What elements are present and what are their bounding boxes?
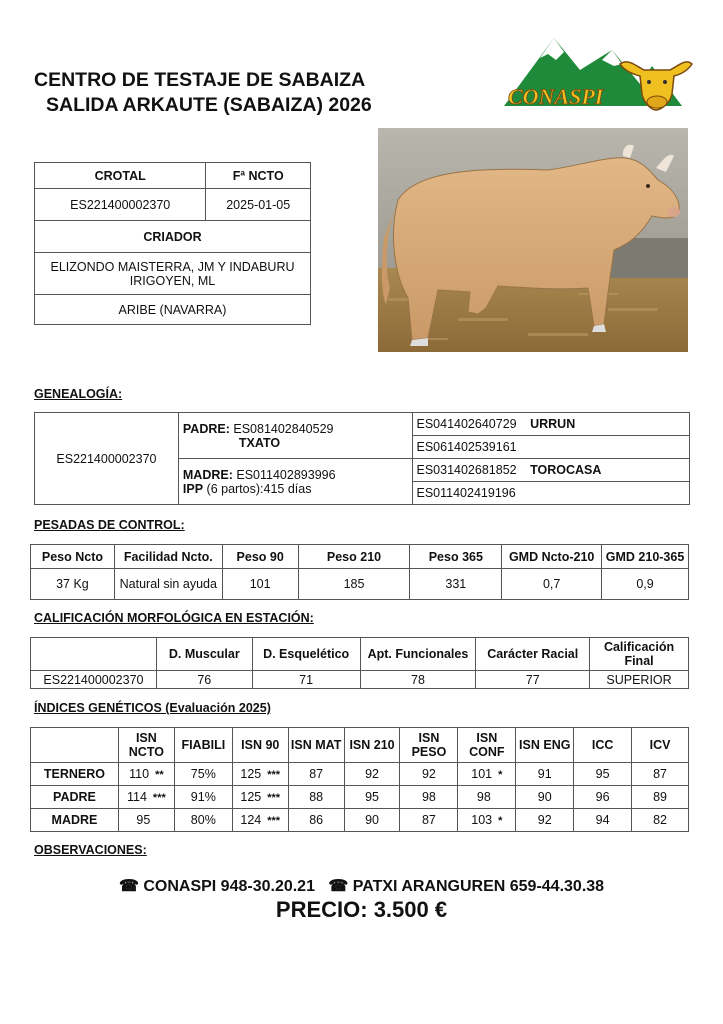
pesadas-header: Peso 210 — [298, 545, 410, 569]
bull-photo — [378, 128, 688, 352]
pesadas-value: 101 — [222, 569, 298, 600]
morfologia-header: D. Muscular — [156, 638, 252, 671]
pesadas-value: 331 — [410, 569, 502, 600]
abuela-2: ES011402419196 — [412, 482, 690, 505]
morfologia-value: 78 — [360, 671, 476, 689]
phone-icon: ☎ — [328, 878, 349, 895]
conaspi-logo — [502, 30, 698, 114]
table-row: MADRE 95 80% 124 *** 86 90 87 103 * 92 94 82 — [31, 809, 689, 832]
contact-patxi: PATXI ARANGUREN 659-44.30.38 — [352, 878, 605, 895]
price-label: PRECIO: 3.500 € — [275, 897, 448, 922]
title-line-1: CENTRO DE TESTAJE DE SABAIZA — [34, 69, 366, 91]
fncto-header: Fª NCTO — [206, 163, 311, 189]
madre-cell — [178, 459, 412, 505]
indices-header: ISN 210 — [344, 728, 400, 763]
animal-info-table — [34, 162, 311, 325]
criador-location: ARIBE (NAVARRA) — [35, 295, 311, 325]
genealogia-heading: GENEALOGÍA: — [34, 387, 123, 401]
morfologia-value: ES221400002370 — [31, 671, 157, 689]
phone-icon: ☎ — [118, 878, 139, 895]
crotal-value: ES221400002370 — [35, 189, 206, 221]
fncto-value: 2025-01-05 — [206, 189, 311, 221]
pesadas-header: Peso Ncto — [31, 545, 115, 569]
observaciones-heading: OBSERVACIONES: — [34, 843, 147, 857]
morfologia-value: 77 — [476, 671, 590, 689]
pesadas-header: GMD Ncto-210 — [502, 545, 602, 569]
padre-name: TXATO — [238, 435, 281, 450]
genealogia-animal: ES221400002370 — [35, 413, 179, 505]
pesadas-header: Peso 365 — [410, 545, 502, 569]
indices-header: ISN MAT — [288, 728, 344, 763]
indices-header: ICC — [574, 728, 632, 763]
indices-header: ISN 90 — [232, 728, 288, 763]
pesadas-value: Natural sin ayuda — [114, 569, 222, 600]
morfologia-table — [30, 637, 689, 689]
table-row: PADRE 114 *** 91% 125 *** 88 95 98 98 90 96 89 — [31, 786, 689, 809]
ipp-label: IPP — [182, 481, 204, 496]
morfologia-value: SUPERIOR — [590, 671, 689, 689]
padre-label: PADRE: — [182, 421, 230, 436]
page-title — [34, 68, 372, 118]
crotal-header: CROTAL — [35, 163, 206, 189]
criador-header: CRIADOR — [35, 221, 311, 253]
title-line-2: SALIDA ARKAUTE (SABAIZA) 2026 — [46, 94, 372, 116]
abuelo-1: ES041402640729 URRUN — [412, 413, 690, 436]
pesadas-header: Facilidad Ncto. — [114, 545, 222, 569]
madre-code: ES011402893996 — [236, 467, 336, 482]
abuela-1: ES061402539161 — [412, 436, 690, 459]
pesadas-header: Peso 90 — [222, 545, 298, 569]
table-row: TERNERO 110 ** 75% 125 *** 87 92 92 101 * 91 95 87 — [31, 763, 689, 786]
criador-value: ELIZONDO MAISTERRA, JM Y INDABURU IRIGOYEN, ML — [35, 253, 311, 295]
indices-header: ISN ENG — [516, 728, 574, 763]
logo-text: CONASPI — [508, 84, 604, 109]
pesadas-value: 37 Kg — [31, 569, 115, 600]
genealogia-table — [34, 412, 690, 505]
morfologia-header: Calificación Final — [590, 638, 689, 671]
contact-conaspi: CONASPI 948-30.20.21 — [143, 878, 315, 895]
indices-header: ICV — [632, 728, 689, 763]
morfologia-heading: CALIFICACIÓN MORFOLÓGICA EN ESTACIÓN: — [34, 611, 314, 625]
pesadas-value: 185 — [298, 569, 410, 600]
morfologia-value: 71 — [252, 671, 360, 689]
indices-header: FIABILI — [174, 728, 232, 763]
ipp-text: (6 partos):415 días — [206, 481, 312, 496]
indices-header: ISN PESO — [400, 728, 458, 763]
morfologia-header — [31, 638, 157, 671]
morfologia-header: Carácter Racial — [476, 638, 590, 671]
indices-table — [30, 727, 689, 832]
morfologia-value: 76 — [156, 671, 252, 689]
morfologia-header: Apt. Funcionales — [360, 638, 476, 671]
pesadas-value: 0,7 — [502, 569, 602, 600]
pesadas-table — [30, 544, 689, 600]
pesadas-heading: PESADAS DE CONTROL: — [34, 518, 185, 532]
pesadas-header: GMD 210-365 — [602, 545, 689, 569]
madre-label: MADRE: — [182, 467, 233, 482]
indices-header — [31, 728, 119, 763]
padre-cell — [178, 413, 412, 459]
contact-line — [0, 876, 723, 896]
indices-heading: ÍNDICES GENÉTICOS (Evaluación 2025) — [34, 701, 271, 715]
padre-code: ES081402840529 — [233, 421, 334, 436]
indices-header: ISN NCTO — [118, 728, 174, 763]
indices-header: ISN CONF — [458, 728, 516, 763]
abuelo-2: ES031402681852 TOROCASA — [412, 459, 690, 482]
morfologia-header: D. Esquelético — [252, 638, 360, 671]
pesadas-value: 0,9 — [602, 569, 689, 600]
